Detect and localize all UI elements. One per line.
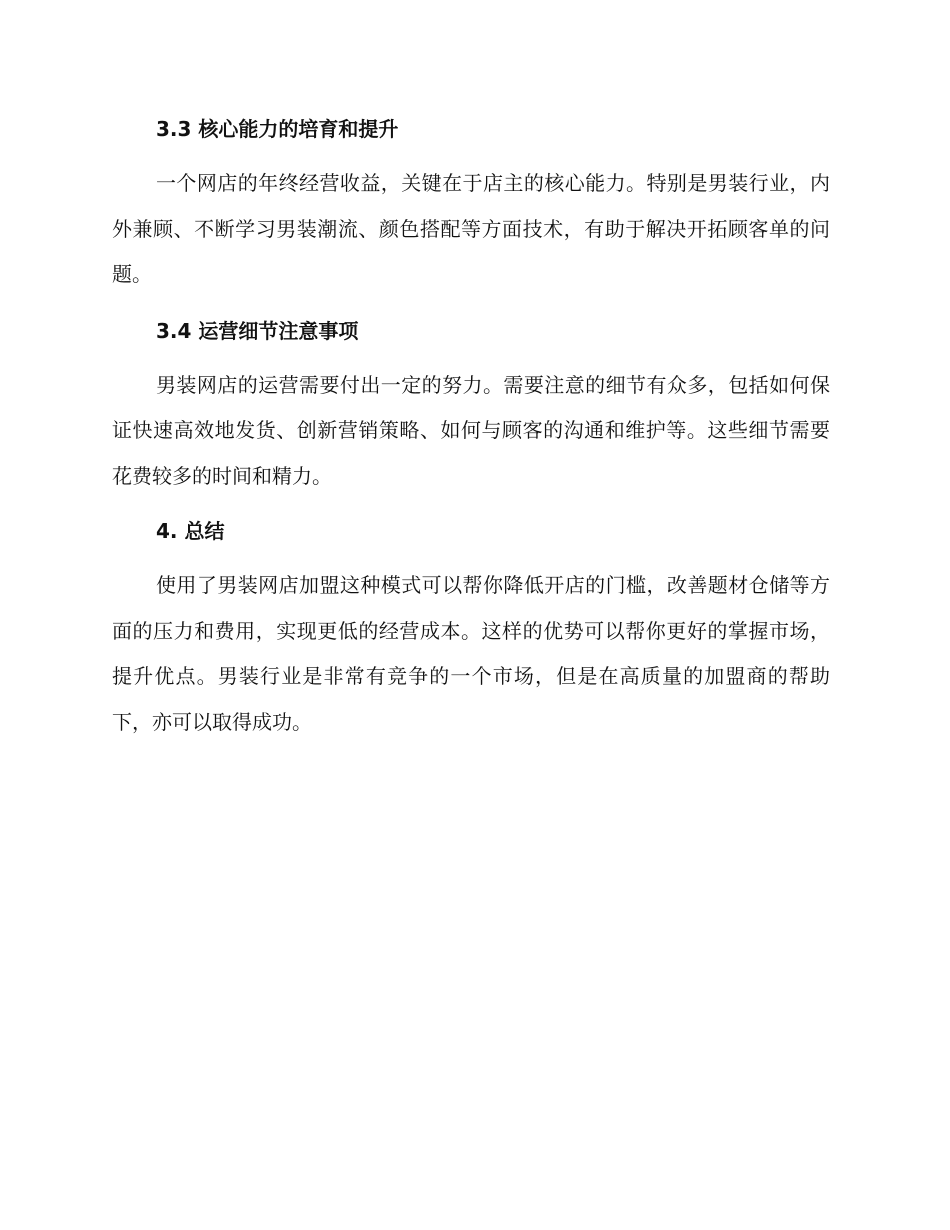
section-paragraph-4: 使用了男装网店加盟这种模式可以帮你降低开店的门槛，改善题材仓储等方面的压力和费用，实现更低的经营成本。这样的优势可以帮你更好的掌握市场，提升优点。男装行业是非常有竞争的一个市场，但是在高质量的加盟商的帮助下，亦可以取得成功。 <box>112 573 830 734</box>
section-paragraph-3-3: 一个网店的年终经营收益，关键在于店主的核心能力。特别是男装行业，内外兼顾、不断学习男装潮流、颜色搭配等方面技术，有助于解决开拓顾客单的问题。 <box>112 171 830 286</box>
section-heading-3-3: 3.3 核心能力的培育和提升 <box>156 117 399 141</box>
section-heading-4: 4. 总结 <box>156 519 225 543</box>
section-heading-3-4: 3.4 运营细节注意事项 <box>156 318 359 343</box>
document-body <box>112 112 830 745</box>
section-paragraph-3-4: 男装网店的运营需要付出一定的努力。需要注意的细节有众多，包括如何保证快速高效地发货、创新营销策略、如何与顾客的沟通和维护等。这些细节需要花费较多的时间和精力。 <box>112 372 830 488</box>
